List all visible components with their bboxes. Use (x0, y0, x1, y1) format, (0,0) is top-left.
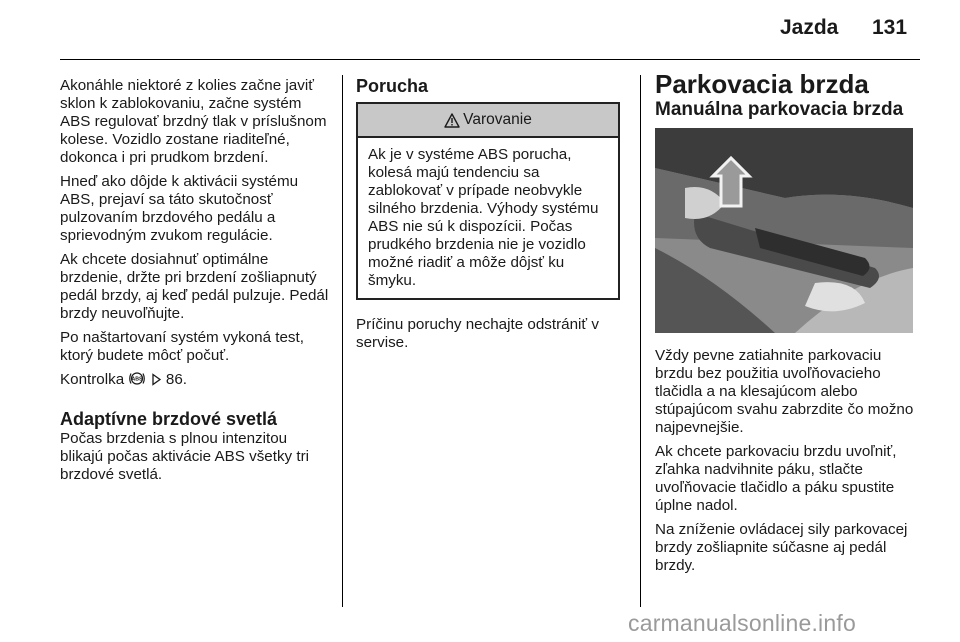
page-reference: 86. (165, 371, 187, 388)
column-divider-2 (640, 75, 641, 607)
page-number: 131 (872, 16, 908, 39)
warning-triangle-icon (444, 113, 460, 128)
indicator-reference (60, 371, 332, 391)
header-title: Jazda (780, 16, 839, 39)
column-left (60, 77, 332, 490)
section-heading: Porucha (356, 76, 429, 96)
indicator-label: Kontrolka (60, 371, 125, 388)
column-middle (356, 77, 624, 358)
warning-title: Varovanie (463, 111, 532, 128)
paragraph: Akonáhle niektoré z kolies začne javiť sklon k zablokovaniu, začne systém ABS regulovať brzdný tlak v príslušnom kolese. Vozidlo zostane riaditeľné, dokonca i pri prudkom brzdení. (60, 77, 327, 166)
warning-header (358, 104, 618, 138)
column-divider-1 (342, 75, 343, 607)
svg-text:ABS: ABS (131, 376, 143, 383)
abs-warning-icon (128, 371, 146, 391)
paragraph: Príčinu poruchy nechajte odstrániť v servise. (356, 316, 599, 351)
subheading: Manuálna parkovacia brzda (655, 99, 904, 120)
paragraph: Ak chcete parkovaciu brzdu uvoľniť, zľahka nadvihnite páku, stlačte uvoľňovacie tlačidlo a páku spustite úplne nadol. (655, 443, 897, 514)
paragraph: Hneď ako dôjde k aktivácii systému ABS, prejaví sa táto skutočnosť pulzovaním brzdového pedálu a sprievodným zvukom regulácie. (60, 173, 299, 244)
warning-box (356, 102, 620, 300)
paragraph: Po naštartovaní systém vykoná test, ktorý budete môcť počuť. (60, 329, 304, 364)
paragraph: Vždy pevne zatiahnite parkovaciu brzdu bez použitia uvoľňovacieho tlačidla a na klesajúcom alebo stúpajúcom svahu zabrzdite čo možno najpevnejšie. (655, 347, 914, 436)
chapter-heading: Parkovacia brzda (655, 69, 869, 99)
paragraph: Ak chcete dosiahnuť optimálne brzdenie, držte pri brzdení zošliapnutý pedál brzdy, aj keď pedál pulzuje. Pedál brzdy neuvoľňujte. (60, 251, 329, 322)
watermark: carmanualsonline.info (628, 610, 856, 636)
header-divider (60, 59, 920, 60)
parking-brake-lever-photo (655, 128, 913, 333)
column-right (655, 69, 923, 581)
paragraph: Na zníženie ovládacej sily parkovacej brzdy zošliapnite súčasne aj pedál brzdy. (655, 521, 908, 574)
warning-text: Ak je v systéme ABS porucha, kolesá majú tendenciu sa zablokovať v prípade neobvykle silného brzdenia. Výhody systému ABS nie sú k dispozícii. Počas prudkého brzdenia nie je vozidlo možné riadiť a môže dôjsť ku šmyku. (368, 146, 599, 289)
section-heading: Adaptívne brzdové svetlá (60, 409, 278, 429)
page-reference-arrow-icon (151, 373, 162, 391)
paragraph: Počas brzdenia s plnou intenzitou blikajú počas aktivácie ABS všetky tri brzdové svetlá. (60, 430, 310, 483)
